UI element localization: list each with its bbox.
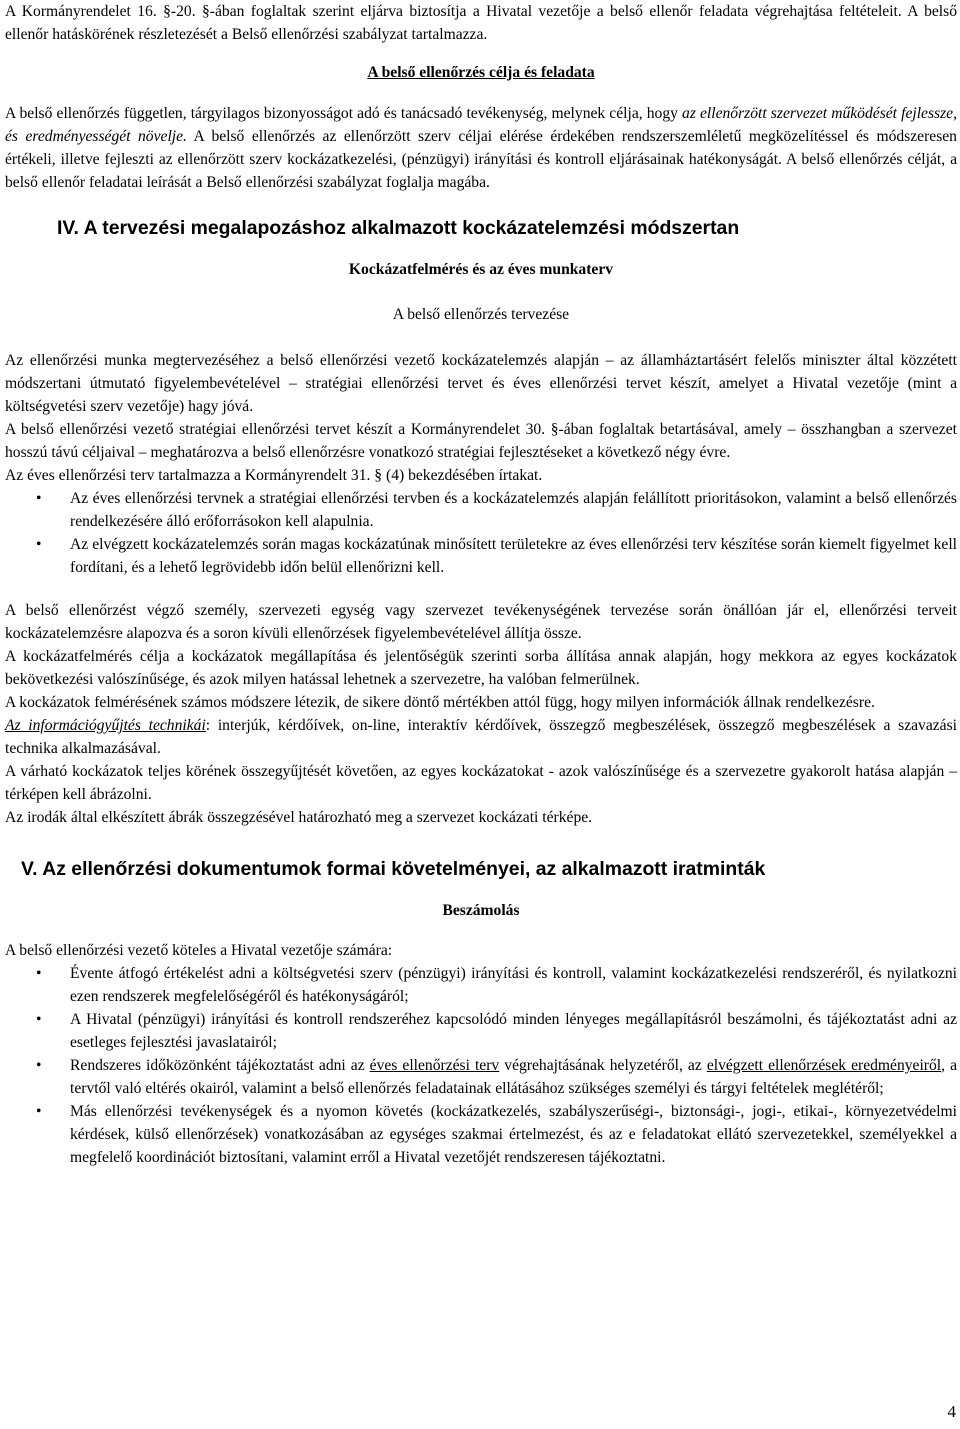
section-goal-title: A belső ellenőrzés célja és feladata	[367, 64, 595, 81]
goal-lead: A belső ellenőrzés független, tárgyilagos bizonyosságot adó és tanácsadó tevékenység, melynek célja, hogy	[5, 105, 683, 122]
bullet-icon: •	[36, 1103, 42, 1120]
list-item-text: Más ellenőrzési tevékenységek és a nyomon követés (kockázatkezelés, szabályszerűségi-, biztonsági-, jogi-, etikai-, környezetvédelmi kérdések, külső ellenőrzések) vonatkozásában az egységes szakmai értelmezést, és az e feladatokat ellátó szervezetekkel, személyekkel a megfelelő koordinációt biztosítani, valamint erről a Hivatal vezetőjét rendszeresen tájékoztatni.	[70, 1103, 957, 1166]
bullet-icon: •	[36, 1011, 42, 1028]
bullet-icon: •	[36, 536, 42, 553]
list-item	[5, 1100, 957, 1169]
v-lead-paragraph: A belső ellenőrzési vezető köteles a Hivatal vezetője számára:	[5, 942, 393, 959]
bullet-icon: •	[36, 490, 42, 507]
annual-plan-link-text: éves ellenőrzési terv	[369, 1057, 500, 1074]
intro-paragraph: A Kormányrendelet 16. §-20. §-ában foglaltak szerint eljárva biztosítja a Hivatal vezetője a belső ellenőr feladata végrehajtása feltételeit. A belső ellenőr hatáskörének részletezését a Belső ellenőrzési szabályzat tartalmazza.	[5, 3, 957, 43]
iv-paragraph-9: Az irodák által elkészített ábrák összegzésével határozható meg a szervezet kockázati térképe.	[5, 809, 593, 826]
info-techniques-text: : interjúk, kérdőívek, on-line, interaktív kérdőívek, összegző megbeszélések, összegző megbeszélések a szavazási technika alkalmazásával.	[5, 717, 957, 757]
iv-paragraph-1: Az ellenőrzési munka megtervezéséhez a belső ellenőrzési vezető kockázatelemzés alapján – az államháztartásért felelős miniszter által közzétett módszertani útmutató figyelembevételével – stratégiai ellenőrzési tervet és éves ellenőrzési tervet készít, amelyet a Hivatal vezetője (mint a költségvetési szerv vezetője) hagy jóvá.	[5, 352, 957, 415]
iv-bullet-list	[5, 487, 957, 579]
page-number: 4	[947, 1402, 956, 1421]
section-iv-subsubtitle: A belső ellenőrzés tervezése	[392, 306, 570, 323]
results-link-text: elvégzett ellenőrzések eredményeiről	[706, 1057, 942, 1074]
list-item-text: Az elvégzett kockázatelemzés során magas kockázatúnak minősített területekre az éves ellenőrzési terv készítése során kiemelt figyelmet kell fordítani, és a lehető legrövidebb időn belül ellenőrizni kell.	[70, 536, 957, 576]
list-item	[5, 1008, 957, 1054]
iv-paragraph-8: A várható kockázatok teljes körének összegyűjtését követően, az egyes kockázatokat - azok valószínűsége és a szervezetre gyakorolt hatása alapján – térképen kell ábrázolni.	[5, 763, 957, 803]
list-item-text: A Hivatal (pénzügyi) irányítási és kontroll rendszeréhez kapcsolódó minden lényeges megállapításról beszámolni, és tájékoztatást adni az esetleges fejlesztési javaslatairól;	[70, 1011, 957, 1051]
iv-paragraph-4: A belső ellenőrzést végző személy, szervezeti egység vagy szervezet tevékenységének tervezése során önállóan jár el, ellenőrzési terveit kockázatelemzésre alapozva és a soron kívüli ellenőrzések figyelembevételével állítja össze.	[5, 602, 957, 642]
list-item-text: Évente átfogó értékelést adni a költségvetési szerv (pénzügyi) irányítási és kontroll, valamint kockázatkezelési rendszeréről, és nyilatkozni ezen rendszerek megfelelőségéről és hatékonyságáról;	[70, 965, 957, 1005]
iv-paragraph-2: A belső ellenőrzési vezető stratégiai ellenőrzési tervet készít a Kormányrendelet 30. §-ában foglaltak betartásával, amely – összhangban a szervezet hosszú távú céljaival – meghatározva a belső ellenőrzésre vonatkozó stratégiai fejlesztéseket a következő négy évre.	[5, 421, 957, 461]
bullet-icon: •	[36, 1057, 42, 1074]
iv-paragraph-3: Az éves ellenőrzési terv tartalmazza a Kormányrendelt 31. § (4) bekezdésében írtakat.	[5, 467, 543, 484]
iv-paragraph-7	[5, 714, 957, 760]
section-v-subtitle: Beszámolás	[442, 902, 520, 919]
list-item-text: Az éves ellenőrzési tervnek a stratégiai ellenőrzési tervben és a kockázatelemzés alapján felállított prioritásokon, valamint a belső ellenőrzés rendelkezésére álló erőforrásokon kell alapulnia.	[70, 490, 957, 530]
section-iv-title: IV. A tervezési megalapozáshoz alkalmazott kockázatelemzési módszertan	[57, 217, 740, 239]
section-v-title: V. Az ellenőrzési dokumentumok formai követelményei, az alkalmazott iratminták	[21, 858, 766, 880]
goal-italic: az ellenőrzött szervezet működését fejlessze, és eredményességét növelje.	[5, 105, 957, 145]
list-item-text-c: , a tervtől való eltérés okairól, valamint a belső ellenőrzés feladatainak ellátásához szükséges személyi és tárgyi feltételek meglétéről;	[70, 1057, 957, 1097]
goal-paragraph	[5, 102, 957, 194]
list-item-text-a: Rendszeres időközönként tájékoztatást adni az	[70, 1057, 370, 1074]
bullet-icon: •	[36, 965, 42, 982]
iv-paragraph-6: A kockázatok felmérésének számos módszere létezik, de sikere döntő mértékben attól függ, hogy milyen információk állnak rendelkezésre.	[5, 694, 875, 711]
iv-paragraph-5: A kockázatfelmérés célja a kockázatok megállapítása és jelentőségük szerinti sorba állítása annak alapján, hogy mekkora az egyes kockázatok bekövetkezési valószínűsége, és azok milyen hatással lehetnek a szervezetre, ha valóban felmerülnek.	[5, 648, 957, 688]
list-item	[5, 1054, 957, 1100]
v-bullet-list	[5, 962, 957, 1169]
list-item	[5, 962, 957, 1008]
document-page	[5, 0, 957, 1169]
info-techniques-label: Az információgyűjtés technikái	[5, 717, 206, 734]
goal-rest: A belső ellenőrzés az ellenőrzött szerv céljai elérése érdekében rendszerszemléletű megközelítéssel és módszeresen értékeli, illetve fejleszti az ellenőrzött szerv kockázatkezelési, (pénzügyi) irányítási és kontroll eljárásainak hatékonyságát. A belső ellenőrzés célját, a belső ellenőr feladatai leírását a Belső ellenőrzési szabályzat foglalja magába.	[5, 128, 957, 191]
list-item	[5, 487, 957, 533]
list-item-text-b: végrehajtásának helyzetéről, az	[499, 1057, 707, 1074]
section-iv-subtitle: Kockázatfelmérés és az éves munkaterv	[348, 261, 614, 278]
list-item	[5, 533, 957, 579]
